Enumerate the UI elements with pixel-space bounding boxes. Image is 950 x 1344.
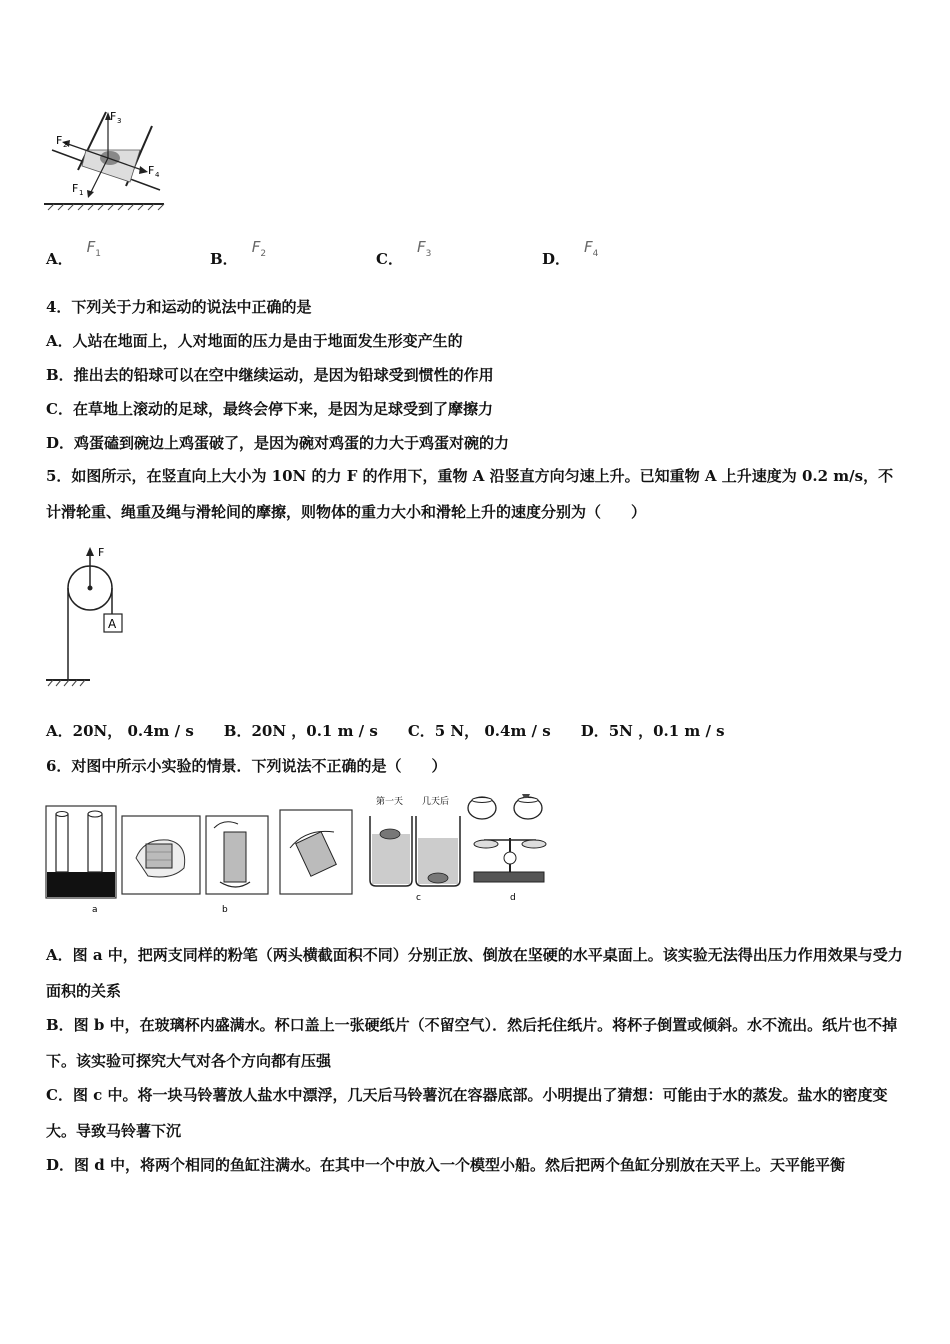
q3-fig-label: F: [72, 182, 79, 195]
q3-force-diagram: [44, 100, 170, 212]
q6-option-b[interactable]: B．图 b 中，在玻璃杯内盛满水。杯口盖上一张硬纸片（不留空气）．然后托住纸片。将杯子倒置或倾斜。水不流出。纸片也不掉下。该实验可探究大气对各个方向都有压强: [46, 1016, 898, 1070]
q5-block-label: A: [108, 617, 117, 631]
q3-fig-label: 2: [63, 141, 68, 149]
q4-stem: 4．下列关于力和运动的说法中正确的是: [46, 298, 312, 316]
q3-fig-label: F: [148, 164, 155, 177]
q6-label-c: c: [416, 893, 421, 903]
q6-option-d[interactable]: D．图 d 中，将两个相同的鱼缸注满水。在其中一个中放入一个模型小船。然后把两个鱼缸分别放在天平上。天平能平衡: [46, 1156, 845, 1174]
q4-option-b[interactable]: B．推出去的铅球可以在空中继续运动，是因为铅球受到惯性的作用: [46, 366, 494, 384]
q5-force-label: F: [98, 546, 105, 559]
q3-option-c[interactable]: C．$F_3$: [376, 238, 432, 268]
q3-options: [46, 238, 746, 268]
q5-stem: 5．如图所示，在竖直向上大小为 10N 的力 F 的作用下，重物 A 沿竖直方向匀速上升。已知重物 A 上升速度为 0.2 m/s，不计滑轮重、绳重及绳与滑轮间的摩擦，则物体的重力大小和滑轮上升的速度分别为（ ）: [46, 467, 894, 521]
q6-option-c[interactable]: C．图 c 中。将一块马铃薯放人盐水中漂浮，几天后马铃薯沉在容器底部。小明提出了猜想：可能由于水的蒸发。盐水的密度变大。导致马铃薯下沉: [46, 1086, 888, 1140]
q3-option-b[interactable]: B．$F_2$: [210, 238, 267, 268]
force-symbol: $F_2$: [251, 238, 267, 259]
q6-option-a[interactable]: A．图 a 中，把两支同样的粉笔（两头横截面积不同）分别正放、倒放在坚硬的水平桌面上。该实验无法得出压力作用效果与受力面积的关系: [46, 946, 903, 1000]
force-symbol: $F_4$: [584, 238, 599, 259]
q3-fig-label: 1: [79, 189, 84, 197]
force-symbol: $F_3$: [416, 238, 432, 259]
q3-fig-label: F: [110, 110, 117, 123]
q6-label-a: a: [92, 905, 98, 915]
q5-pulley-diagram: [44, 542, 134, 690]
q3-option-a[interactable]: A．$F_1$: [46, 238, 102, 268]
force-symbol: $F_1$: [86, 238, 102, 259]
q3-fig-label: 4: [155, 171, 160, 179]
q6-experiments-figure: [44, 788, 548, 916]
q5-options[interactable]: A．20N， 0.4m / s B．20N ，0.1 m / s C．5 N， 0.4m / s D．5N ，0.1 m / s: [46, 722, 725, 740]
q6-stem: 6．对图中所示小实验的情景．下列说法不正确的是（ ）: [46, 757, 447, 775]
q3-fig-label: 3: [117, 117, 122, 125]
q4-option-d[interactable]: D．鸡蛋磕到碗边上鸡蛋破了，是因为碗对鸡蛋的力大于鸡蛋对碗的力: [46, 434, 510, 452]
q6-day1-label: 第一天: [376, 797, 404, 807]
q4-option-c[interactable]: C．在草地上滚动的足球，最终会停下来，是因为足球受到了摩擦力: [46, 400, 493, 418]
q3-option-d[interactable]: D．$F_4$: [542, 238, 599, 268]
q6-label-b: b: [222, 905, 228, 915]
q3-fig-label: F: [56, 134, 63, 147]
q4-option-a[interactable]: A．人站在地面上，人对地面的压力是由于地面发生形变产生的: [46, 332, 463, 350]
q6-label-d: d: [510, 893, 516, 903]
q6-days-later-label: 几天后: [422, 797, 450, 807]
